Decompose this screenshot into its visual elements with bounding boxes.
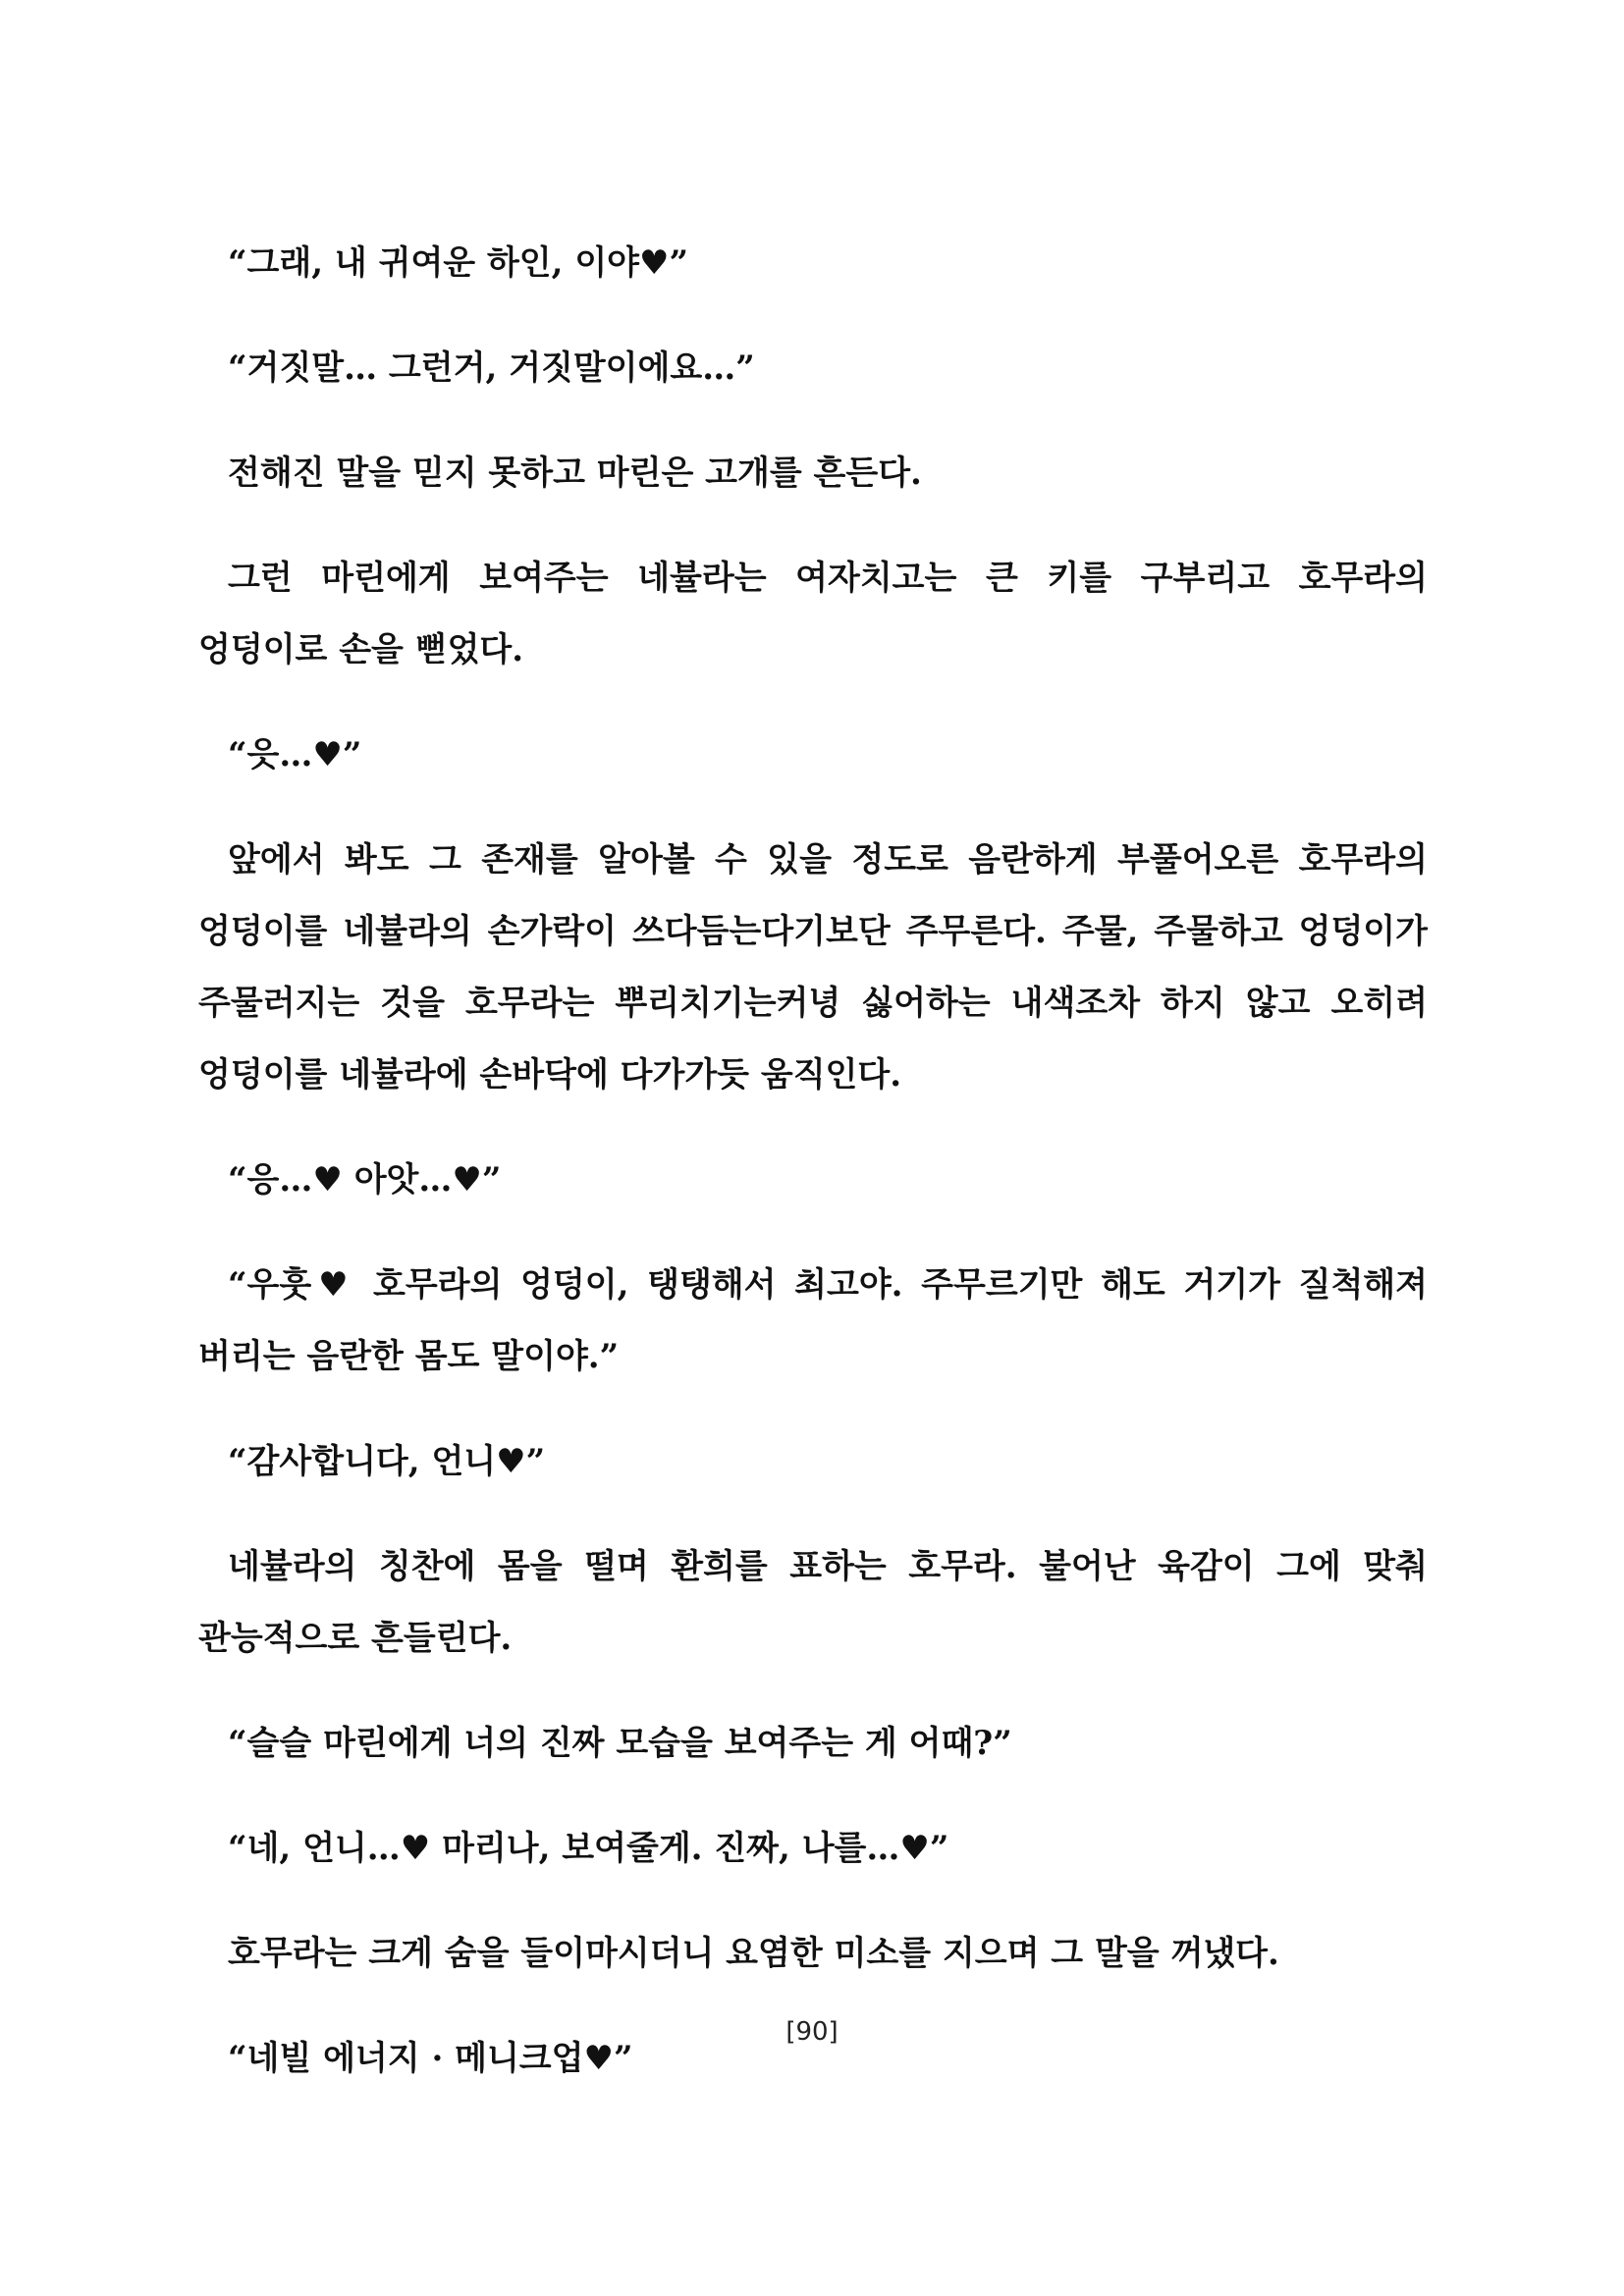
body-text bbox=[198, 228, 1428, 2128]
paragraph: “그래, 내 귀여운 하인, 이야♥” bbox=[228, 243, 689, 283]
paragraph: 그런 마린에게 보여주는 네뷸라는 여자치고는 큰 키를 구부리고 호무라의 엉덩이로 손을 뻗었다. bbox=[198, 559, 1428, 669]
paragraph: “네, 언니…♥ 마리나, 보여줄게. 진짜, 나를…♥” bbox=[228, 1829, 949, 1868]
paragraph: “슬슬 마린에게 너의 진짜 모습을 보여주는 게 어때?” bbox=[228, 1724, 1012, 1763]
paragraph: 앞에서 봐도 그 존재를 알아볼 수 있을 정도로 음란하게 부풀어오른 호무라의 엉덩이를 네뷸라의 손가락이 쓰다듬는다기보단 주무른다. 주물, 주물하고 엉덩이가 주물러지는 것을 호무라는 뿌리치기는커녕 싫어하는 내색조차 하지 않고 오히려 엉덩이를 네뷸라에 손바닥에 다가가듯 움직인다. bbox=[198, 840, 1428, 1095]
paragraph: “읏…♥” bbox=[228, 735, 362, 774]
page-number: [90] bbox=[785, 2017, 839, 2047]
paragraph: 전해진 말을 믿지 못하고 마린은 고개를 흔든다. bbox=[228, 454, 922, 493]
paragraph: “거짓말… 그런거, 거짓말이에요…” bbox=[228, 348, 755, 388]
paragraph: 호무라는 크게 숨을 들이마시더니 요염한 미소를 지으며 그 말을 꺼냈다. bbox=[228, 1934, 1279, 1973]
paragraph: “응…♥ 아앗…♥” bbox=[228, 1160, 502, 1200]
paragraph: “네빌 에너지 · 메니크업♥” bbox=[228, 2039, 633, 2078]
paragraph: 네뷸라의 칭찬에 몸을 떨며 환희를 표하는 호무라. 불어난 육감이 그에 맞춰 관능적으로 흔들린다. bbox=[198, 1547, 1428, 1658]
paragraph: “우훗♥ 호무라의 엉덩이, 탱탱해서 최고야. 주무르기만 해도 거기가 질척해져 버리는 음란한 몸도 말이야.” bbox=[198, 1265, 1428, 1376]
paragraph: “감사합니다, 언니♥” bbox=[228, 1442, 546, 1481]
